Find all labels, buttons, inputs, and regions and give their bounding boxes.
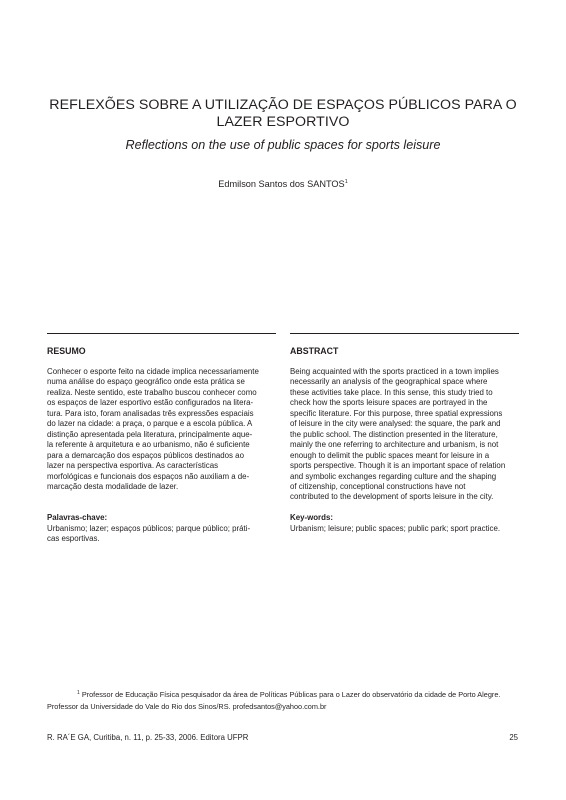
abstract-line: specific literature. For this purpose, three spatial expressions (290, 408, 503, 418)
title-line: LAZER ESPORTIVO (216, 113, 350, 130)
keywords-line: Urbanismo; lazer; espaços públicos; parque público; práti- (47, 524, 251, 533)
author-footnote-mark: 1 (344, 179, 348, 185)
key-words-body (290, 524, 519, 534)
resumo-line: marcação desta modalidade de lazer. (47, 481, 179, 491)
abstract-line: mainly the one referring to architecture and urbanism, is not (290, 440, 499, 450)
abstract-line: of citizenship, conceptional constructions have not (290, 481, 466, 491)
resumo-body (47, 367, 276, 492)
resumo-line: lazer na perspectiva esportiva. As características (47, 461, 219, 471)
resumo-line: do lazer na cidade: a praça, o parque e a escola pública. A (47, 419, 253, 429)
resumo-heading: RESUMO (47, 346, 86, 356)
footnote-text: Professor de Educação Física pesquisador da área de Políticas Públicas para o Lazer do observatório da cidade de Porto Alegre. (81, 690, 501, 699)
resumo-line: la referente à arquitetura e ao urbanismo, não é suficiente (47, 440, 250, 450)
resumo-line: morfológicas e funcionais dos espaços não auxiliam a de- (47, 471, 250, 481)
abstract-heading: ABSTRACT (290, 346, 339, 356)
resumo-line: realiza. Neste sentido, este trabalho buscou conhecer como (47, 387, 257, 397)
abstract-line: necessarily an analysis of the geographical space where (290, 377, 488, 387)
palavras-chave-body (47, 524, 276, 545)
article-subtitle: Reflections on the use of public spaces for sports leisure (125, 138, 441, 152)
footnote (47, 688, 518, 712)
journal-citation: R. RA´E GA, Curitiba, n. 11, p. 25-33, 2006. Editora UFPR (47, 733, 249, 742)
resumo-line: os espaços de lazer esportivo estão configurados na litera- (47, 398, 254, 408)
author-name: Edmilson Santos dos SANTOS (218, 179, 345, 189)
footnote-mark: 1 (77, 690, 80, 696)
footnote-line: Professor da Universidade do Vale do Rio dos Sinos/RS. profedsantos@yahoo.com.br (47, 701, 327, 711)
keywords-line: cas esportivas. (47, 534, 100, 544)
title-line: REFLEXÕES SOBRE A UTILIZAÇÃO DE ESPAÇOS PÚBLICOS PARA O (49, 97, 517, 113)
abstract-line: and symbolic exchanges regarding culture and the shaping (290, 471, 497, 481)
resumo-line: distinção apresentada pela literatura, principalmente aque- (47, 429, 253, 439)
abstract-line: the public school. The distinction presented in the literature, (290, 429, 498, 439)
abstract-line: enough to delimit the public spaces meant for leisure in a (290, 450, 490, 460)
section-rule (290, 333, 519, 334)
section-rule (47, 333, 276, 334)
abstract-line: contributed to the development of sports leisure in the city. (290, 492, 494, 502)
abstract-line: sports perspective. Though it is an important space of relation (290, 461, 506, 471)
abstract-body (290, 367, 519, 503)
resumo-line: Conhecer o esporte feito na cidade implica necessariamente (47, 367, 259, 376)
footnote-line (47, 688, 518, 701)
abstract-line: of leisure in the city were analysed: the square, the park and (290, 419, 501, 429)
page-number: 25 (509, 733, 518, 742)
abstract-column (290, 346, 519, 533)
article-title (40, 97, 526, 130)
author-line (40, 176, 526, 190)
keywords-line: Urbanism; leisure; public spaces; public park; sport practice. (290, 524, 501, 533)
resumo-line: para a demarcação dos espaços públicos destinados ao (47, 450, 244, 460)
resumo-column (47, 346, 276, 544)
key-words-heading: Key-words: (290, 513, 333, 522)
palavras-chave-heading: Palavras-chave: (47, 513, 108, 522)
resumo-line: numa análise do espaço geográfico onde esta prática se (47, 377, 245, 387)
abstract-line: Being acquainted with the sports practiced in a town implies (290, 367, 499, 376)
abstract-line: these activities take place. In this sense, this study tried to (290, 387, 493, 397)
abstract-line: check how the sports leisure spaces are portrayed in the (290, 398, 488, 408)
resumo-line: tura. Para isto, foram analisadas três expressões espaciais (47, 408, 254, 418)
